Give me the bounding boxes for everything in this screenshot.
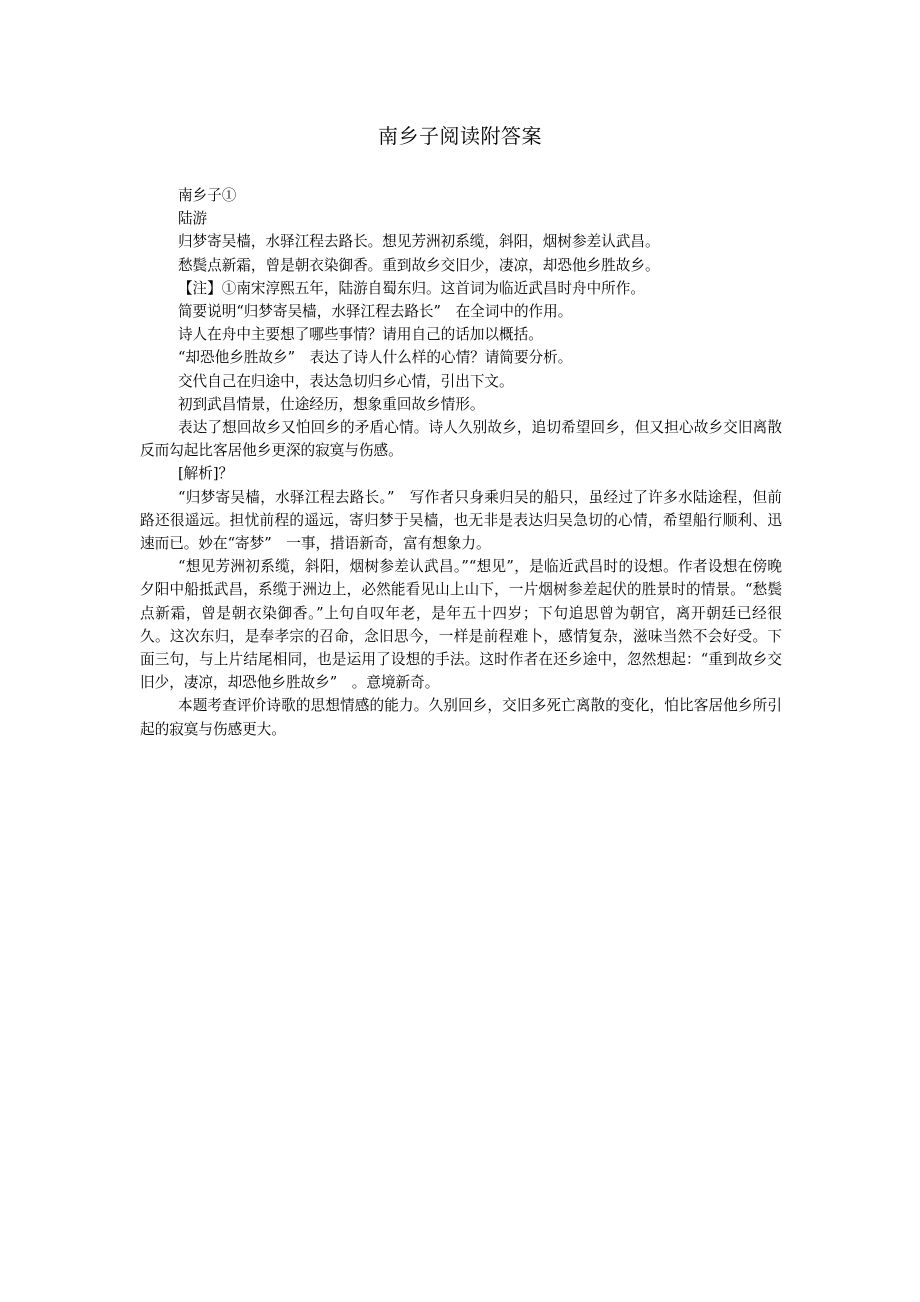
poem-title: 南乡子① bbox=[177, 187, 237, 204]
document-title: 南乡子阅读附答案 bbox=[378, 124, 542, 148]
poem-line-2: 愁鬓点新霜，曾是朝衣染御香。重到故乡交旧少，凄凉，却恐他乡胜故乡。 bbox=[177, 256, 660, 274]
poem-line-1: 归梦寄吴樯，水驿江程去路长。想见芳洲初系缆，斜阳，烟树参差认武昌。 bbox=[177, 233, 660, 251]
question-3: “却恐他乡胜故乡” 表达了诗人什么样的心情？请简要分析。 bbox=[177, 349, 573, 367]
analysis-paragraph-1: “归梦寄吴樯，水驿江程去路长。” 写作者只身乘归吴的船只，虽经过了许多水陆途程，但前路还很遥远。担忧前程的遥远，寄归梦于吴樯，也无非是表达归吴急切的心情，希望船行顺利、迅速而已。妙在“寄梦” 一事，措语新奇，富有想象力。 bbox=[140, 488, 782, 553]
question-1: 简要说明“归梦寄吴樯，水驿江程去路长” 在全词中的作用。 bbox=[177, 303, 573, 321]
answer-1: 交代自己在归途中，表达急切归乡心情，引出下文。 bbox=[177, 372, 514, 390]
analysis-paragraph-3: 本题考查评价诗歌的思想情感的能力。久别回乡，交旧多死亡离散的变化，怕比客居他乡所引起的寂寞与伤感更大。 bbox=[140, 697, 782, 738]
poem-note: 【注】①南宋淳熙五年，陆游自蜀东归。这首词为临近武昌时舟中所作。 bbox=[177, 279, 645, 297]
question-2: 诗人在舟中主要想了哪些事情？请用自己的话加以概括。 bbox=[177, 326, 543, 344]
answer-3: 表达了想回故乡又怕回乡的矛盾心情。诗人久别故乡，追切希望回乡，但又担心故乡交旧离散反而勾起比客居他乡更深的寂寞与伤感。 bbox=[140, 419, 782, 460]
analysis-paragraph-2: “想见芳洲初系缆，斜阳，烟树参差认武昌。”“想见”，是临近武昌时的设想。作者设想在傍晚夕阳中船抵武昌，系缆于洲边上，必然能看见山上山下，一片烟树参差起伏的胜景时的情景。“愁鬓点新霜，曾是朝衣染御香。”上句自叹年老，是年五十四岁；下句追思曾为朝官，离开朝廷已经很久。这次东归，是奉孝宗的召命，念旧思今，一样是前程难卜，感情复杂，滋味当然不会好受。下面三句，与上片结尾相同，也是运用了设想的手法。这时作者在还乡途中，忽然想起：“重到故乡交旧少，凄凉，却恐他乡胜故乡” 。意境新奇。 bbox=[140, 558, 782, 692]
analysis-heading: [解析]？ bbox=[177, 465, 234, 483]
answer-2: 初到武昌情景，仕途经历，想象重回故乡情形。 bbox=[177, 395, 485, 413]
poem-author: 陆游 bbox=[177, 210, 208, 228]
document-body bbox=[140, 184, 782, 741]
